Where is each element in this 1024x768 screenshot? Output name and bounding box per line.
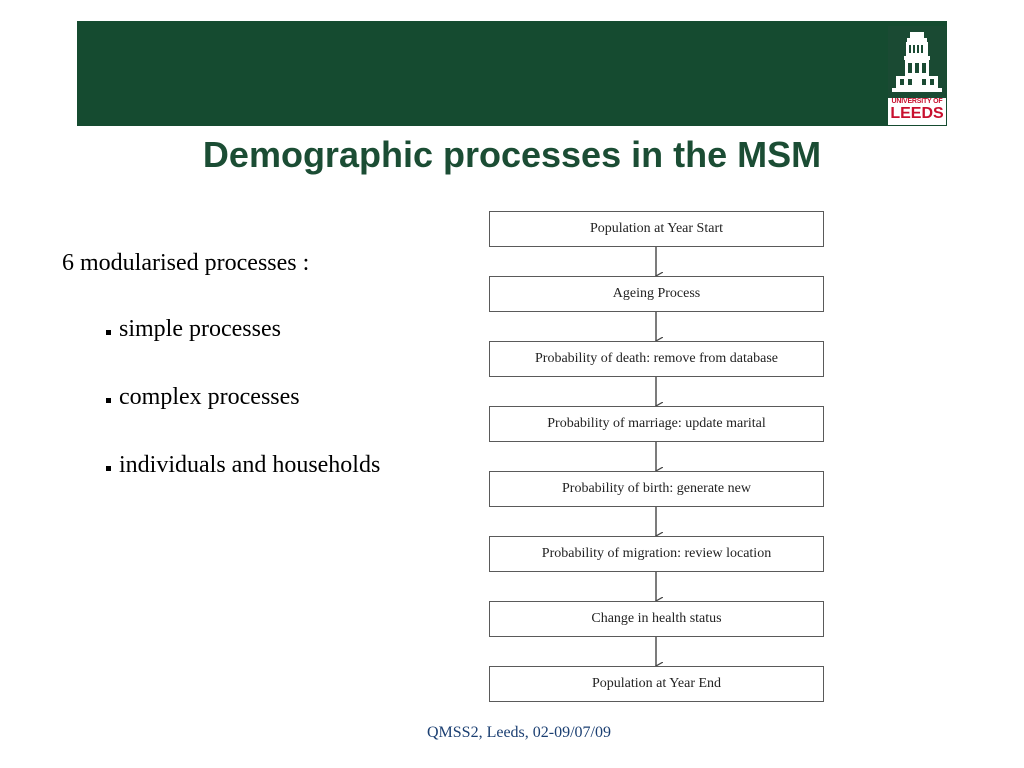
- flow-step-ageing: Ageing Process: [489, 276, 824, 312]
- flow-step-migration: Probability of migration: review location: [489, 536, 824, 572]
- flow-step-marriage: Probability of marriage: update marital: [489, 406, 824, 442]
- flow-step-birth: Probability of birth: generate new: [489, 471, 824, 507]
- logo-text-leeds: LEEDS: [890, 105, 944, 122]
- bullet-text: individuals and households: [119, 452, 381, 478]
- footer-text: QMSS2, Leeds, 02-09/07/09: [427, 724, 611, 741]
- logo-text-university: UNIVERSITY OF: [891, 98, 943, 105]
- intro-text: 6 modularised processes :: [62, 250, 310, 276]
- bullet-text: complex processes: [119, 384, 300, 410]
- flow-step-health: Change in health status: [489, 601, 824, 637]
- flow-step-death: Probability of death: remove from database: [489, 341, 824, 377]
- bullet-text: simple processes: [119, 316, 281, 342]
- flow-step-year-end: Population at Year End: [489, 666, 824, 702]
- slide-title: Demographic processes in the MSM: [202, 134, 822, 175]
- flow-step-year-start: Population at Year Start: [489, 211, 824, 247]
